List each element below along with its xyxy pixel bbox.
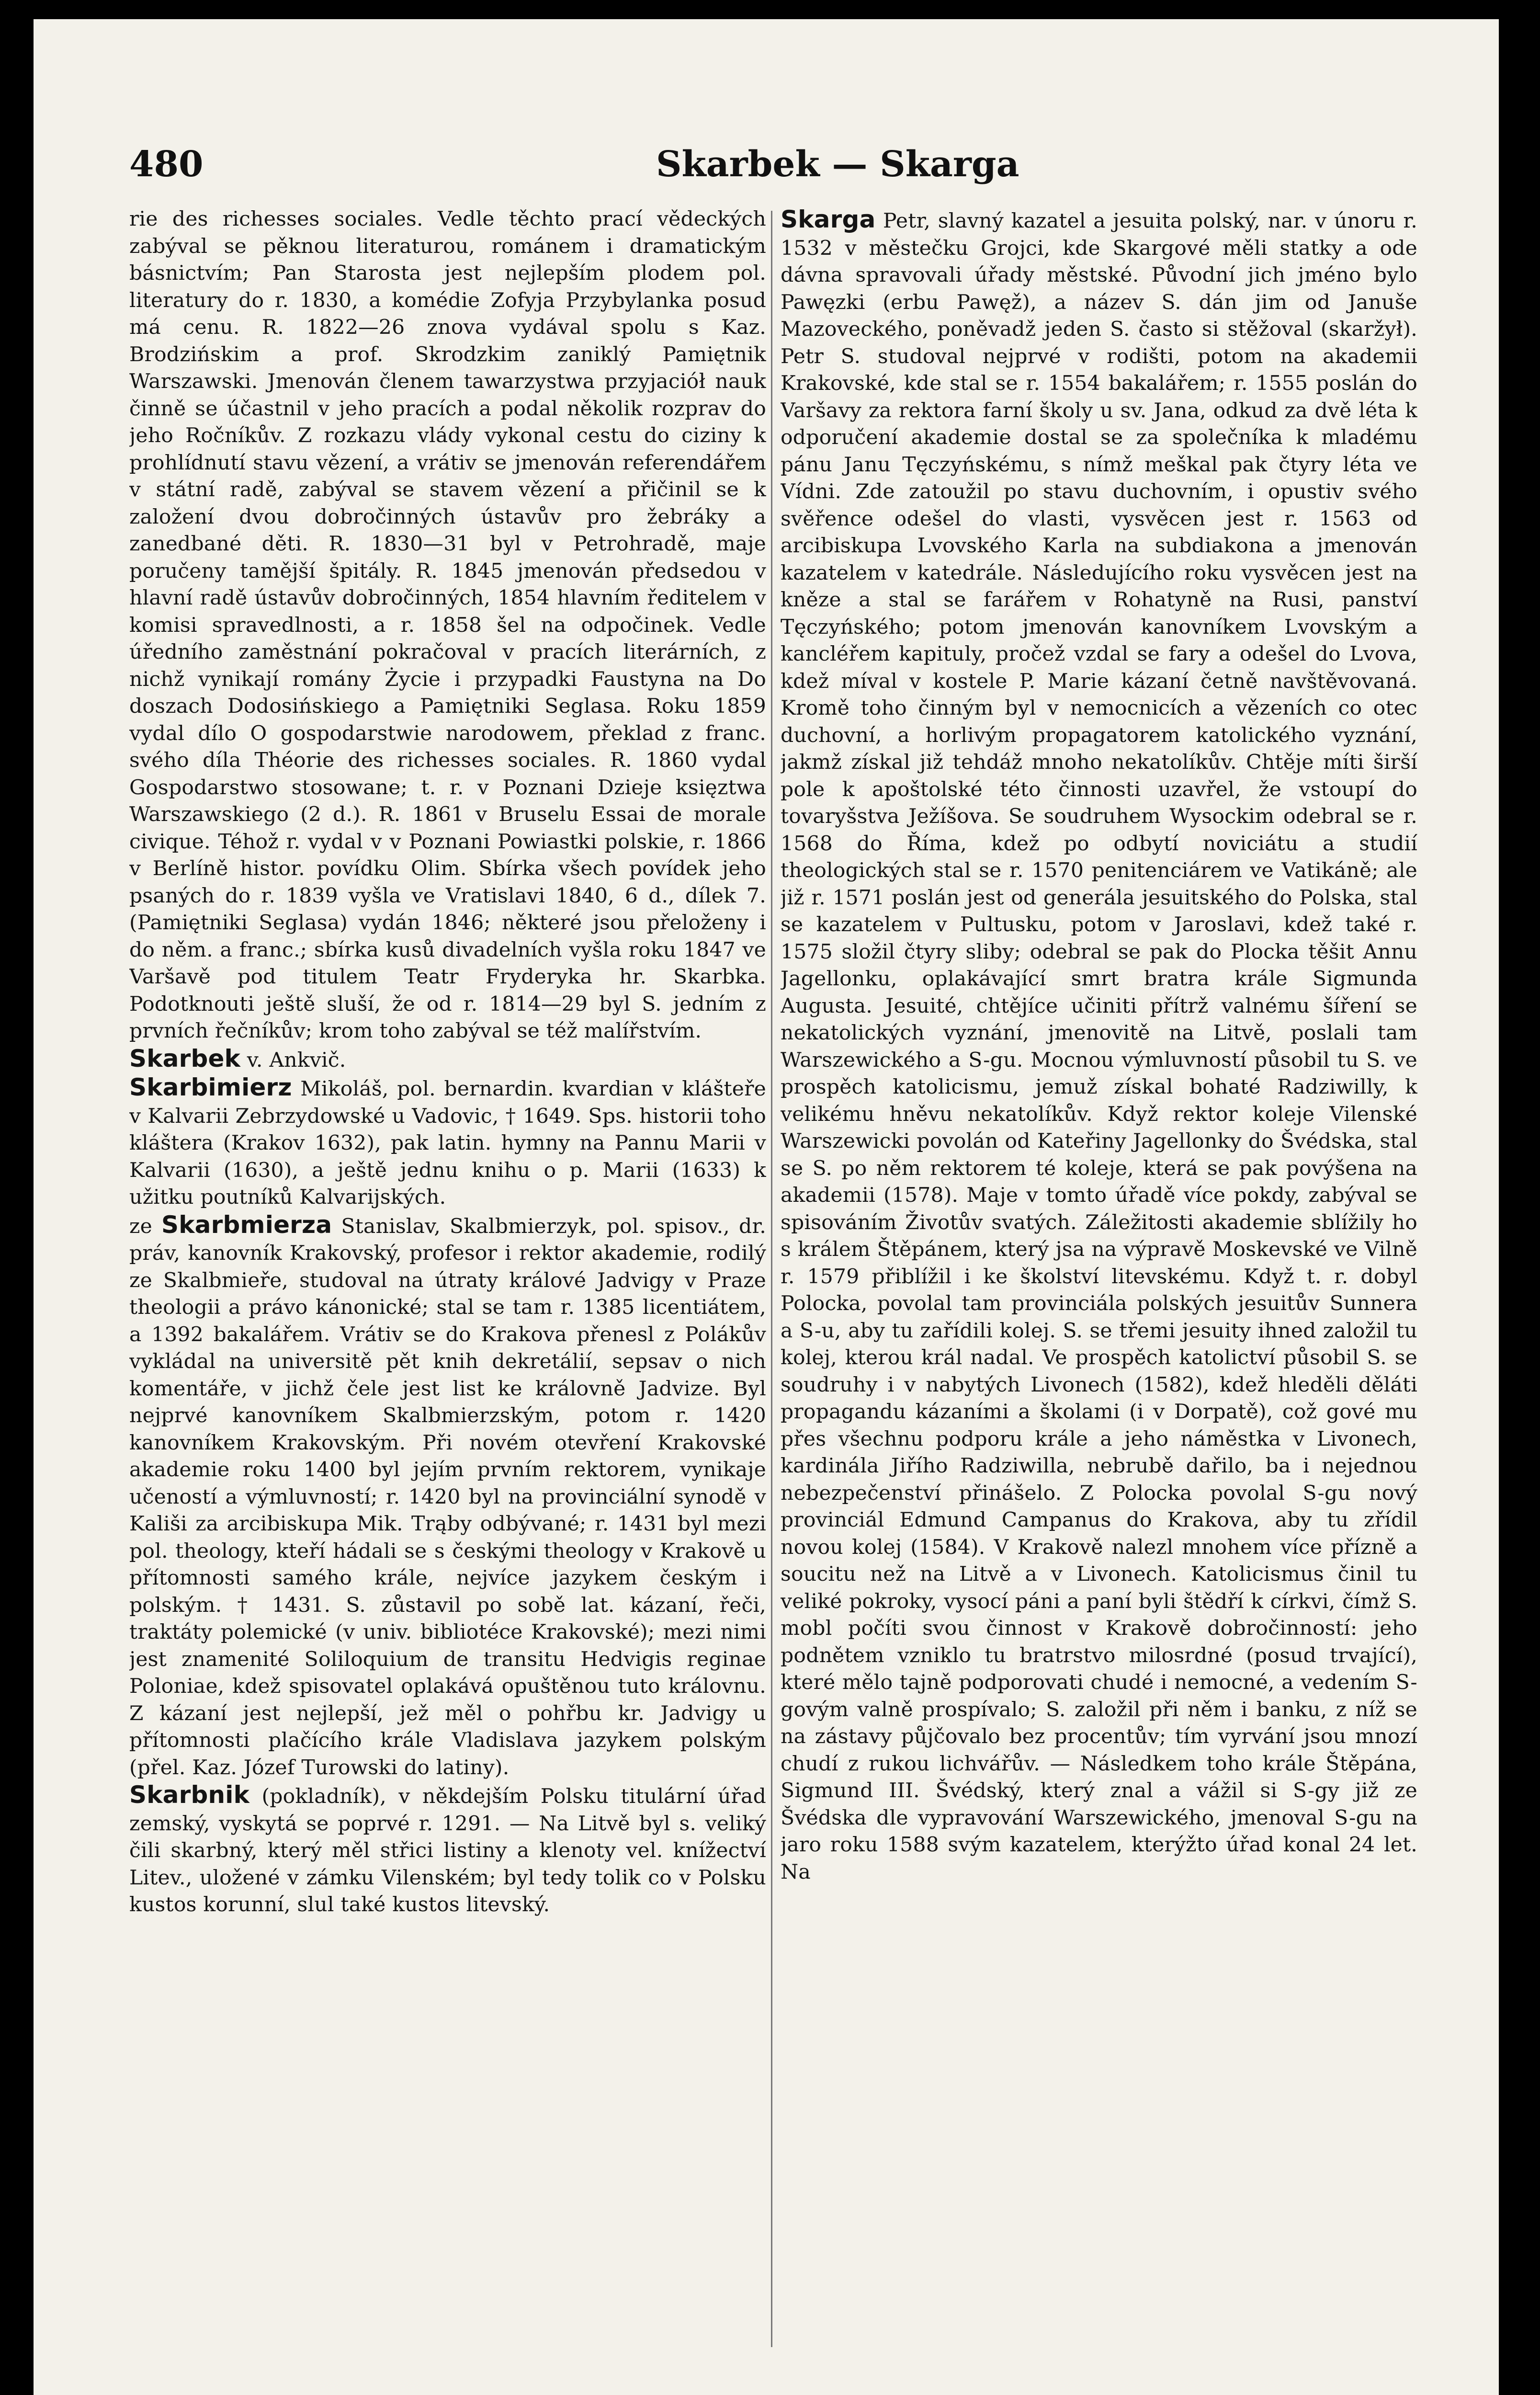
headword-skarbmierza: Skarbmierza [161,1210,332,1239]
entry-skarbek [129,1045,766,1074]
page-header [129,144,1422,196]
running-head: Skarbek — Skarga [656,144,1019,185]
headword-prefix: ze [129,1214,152,1238]
entry-text: Mikoláš, pol. bernardin. kvardian v klášteře v Kalvarii Zebrzydowské u Vadovic, † 1649. Sps. historii toho kláštera (Krakov 1632), pak latin. hymny na Pannu Marii v Kalvarii (1630), a ještě jednu knihu o p. Marii (1633) k užitku poutníků Kalvarijských. [129,1077,766,1209]
right-column [781,206,1417,2395]
entry-text: Petr, slavný kazatel a jesuita polský, nar. v únoru r. 1532 v městečku Grojci, kde Skargové měli statky a ode dávna spravovali úřady městské. Původní jich jméno bylo Pawęzki (erbu Pawęž), a název S. dán jim od Januše Mazoveckého, poněvadž jeden S. často si stěžoval (skaržył). Petr S. studoval nejprvé v rodišti, potom na akademii Krakovské, kde stal se r. 1554 bakalářem; r. 1555 poslán do Varšavy za rektora farní školy u sv. Jana, odkud za dvě léta k odporučení akademie dostal se za společníka k mladému pánu Janu Tęczyńskému, s nímž meškal pak čtyry léta ve Vídni. Zde zatoužil po stavu duchovním, i opustiv svého svěřence odešel do vlasti, vysvěcen jest r. 1563 od arcibiskupa Lvovského Karla na subdiakona a jmenován kazatelem v katedrále. Následujícího roku vysvěcen jest na kněze a stal se farářem v Rohatyně na Rusi, panství Tęczyńského; potom jmenován kanovníkem Lvovským a kancléřem kapituly, pročež vzdal se fary a odešel do Lvova, kdež míval v kostele P. Marie kázaní četně navštěvovaná. Kromě toho činným byl v nemocnicích a vězeních co otec duchovní, a horlivým propagatorem katolického vyznání, jakmž získal již tehdáž mnoho nekatolíkův. Chtěje míti širší pole k apoštolské této činnosti uzavřel, že vstoupí do tovaryšstva Ježíšova. Se soudruhem Wysockim odebral se r. 1568 do Říma, kdež po odbytí noviciátu a studií theologických stal se r. 1570 penitenciárem ve Vatikáně; ale již r. 1571 poslán jest od generála jesuitského do Polska, stal se kazatelem v Pultusku, potom v Jaroslavi, kdež také r. 1575 složil čtyry sliby; odebral se pak do Plocka těšit Annu Jagellonku, oplakávající smrt bratra krále Sigmunda Augusta. Jesuité, chtějíce učiniti přítrž valnému šíření se nekatolických vyznání, jmenovitě na Litvě, poslali tam Warszewického a S-gu. Mocnou výmluvností působil tu S. ve prospěch katolicismu, jemuž získal bohaté Radziwilly, k velikému hněvu nekatolíkův. Když rektor koleje Vilenské Warszewicki povolán od Kateřiny Jagellonky do Švédska, stal se S. po něm rektorem té koleje, která se pak povýšena na akademii (1578). Maje v tomto úřadě více pokdy, zabýval se spisováním Životův svatých. Záležitosti akademie sblížily ho s králem Štěpánem, který jsa na výpravě Moskevské ve Vilně r. 1579 přiblížil i ke školství litevskému. Když t. r. dobyl Polocka, povolal tam provinciála polských jesuitův Sunnera a S-u, aby tu zařídili kolej. S. se třemi jesuity ihned založil tu kolej, kterou král nadal. Ve prospěch katolictví působil S. se soudruhy i v nabytých Livonech (1582), kdež hleděli děláti propagandu kázaními a školami (i v Dorpatě), což gové mu přes všechnu podporu krále a jeho náměstka v Livonech, kardinála Jiřího Radziwilla, nebrubě dařilo, ba i nejednou nebezpečenství přinášelo. Z Polocka povolal S-gu nový provinciál Edmund Campanus do Krakova, aby tu zřídil novou kolej (1584). V Krakově nalezl mnohem více přízně a soucitu než na Litvě a v Livonech. Katolicismus činil tu veliké pokroky, vysocí páni a paní byli štědří k církvi, čímž S. mobl počíti svou činnost v Krakově dobročinností: jeho podnětem vzniklo tu bratrstvo milosrdné (posud trvající), které mělo tajně podporovati chudé i nemocné, a vedením S-govým valně prospívalo; S. založil při něm i banku, z níž se na zástavy půjčovalo bez procentův; tím vyrvání jsou mnozí chudí z rukou lichvářův. — Následkem toho krále Štěpána, Sigmund III. Švédský, který znal a vážil si S-gy již ze Švédska dle vypravování Warszewického, jmenoval S-gu na jaro roku 1588 svým kazatelem, kterýžto úřad konal 24 let. Na [781,209,1417,1884]
entry-skarbnik [129,1781,766,1919]
headword-skarga: Skarga [781,206,876,233]
headword-skarbnik: Skarbnik [129,1781,250,1809]
headword-skarbek: Skarbek [129,1044,241,1072]
entry-skarbek-continuation [129,206,766,1045]
page-number: 480 [129,144,204,185]
entry-text: (pokladník), v někdejším Polsku titulární úřad zemský, vyskytá se poprvé r. 1291. — Na Litvě byl s. veliký čili skarbný, který měl střici listiny a klenoty vel. knížectví Litev., uložené v zámku Vilenském; byl tedy tolik co v Polsku kustos korunní, slul také kustos litevský. [129,1785,766,1916]
entry-text: v. Ankvič. [247,1048,346,1072]
left-column [129,206,766,2395]
entry-skarbmierza [129,1211,766,1782]
entry-text: rie des richesses sociales. Vedle těchto prací vědeckých zabýval se pěknou literaturou, románem i dramatickým básnictvím; Pan Starosta jest nejlepším plodem pol. literatury do r. 1830, a komédie Zofyja Przybylanka posud má cenu. R. 1822—26 znova vydával spolu s Kaz. Brodzińskim a prof. Skrodzkim zaniklý Pamiętnik Warszawski. Jmenován členem tawarzystwa przyjaciół nauk činně se účastnil v jeho pracích a podal několik rozprav do jeho Ročníkův. Z rozkazu vlády vykonal cestu do ciziny k prohlídnutí stavu vězení, a vrátiv se jmenován referendářem v státní radě, zabýval se stavem vězení a přičinil se k založení dvou dobročinných ústavův pro žebráky a zanedbané děti. R. 1830—31 byl v Petrohradě, maje poručeny tamější špitály. R. 1845 jmenován předsedou v hlavní radě ústavův dobročinných, 1854 hlavním ředitelem v komisi spravedlnosti, a r. 1858 šel na odpočinek. Vedle úředního zaměstnání pokračoval v pracích literárních, z nichž vynikají romány Życie i przypadki Faustyna na Do doszach Dodosińskiego a Pamiętniki Seglasa. Roku 1859 vydal dílo O gospodarstwie narodowem, překlad z franc. svého díla Théorie des richesses sociales. R. 1860 vydal Gospodarstwo stosowane; t. r. v Poznani Dzieje księztwa Warszawskiego (2 d.). R. 1861 v Bruselu Essai de morale civique. Téhož r. vydal v v Poznani Powiastki polskie, r. 1866 v Berlíně histor. povídku Olim. Sbírka všech povídek jeho psaných do r. 1839 vyšla ve Vratislavi 1840, 6 d., dílek 7. (Pamiętniki Seglasa) vydán 1846; některé jsou přeloženy i do něm. a franc.; sbírka kusů divadelních vyšla roku 1847 ve Varšavě pod titulem Teatr Fryderyka hr. Skarbka. Podotknouti ještě sluší, že od r. 1814—29 byl S. jedním z prvních řečníkův; krom toho zabýval se též malířstvím. [129,207,766,1043]
entry-skarga [781,206,1417,1886]
page [34,19,1499,2395]
entry-skarbimierz [129,1074,766,1211]
headword-skarbimierz: Skarbimierz [129,1073,292,1101]
column-divider [771,211,772,2347]
entry-text: Stanislav, Skalbmierzyk, pol. spisov., dr. práv, kanovník Krakovský, profesor i rektor akademie, rodilý ze Skalbmieře, studoval na útraty králové Jadvigy v Praze theologii a právo kánonické; stal se tam r. 1385 licentiátem, a 1392 bakalářem. Vrátiv se do Krakova přenesl z Polákův vykládal na universitě pět knih dekretálií, sepsav o nich komentáře, v jichž čele jest list ke královně Jadvize. Byl nejprvé kanovníkem Skalbmierzským, potom r. 1420 kanovníkem Krakovským. Při novém otevření Krakovské akademie roku 1400 byl jejím prvním rektorem, vynikaje učeností a výmluvností; r. 1420 byl na provinciální synodě v Kališi za arcibiskupa Mik. Trąby odbývané; r. 1431 byl mezi pol. theology, kteří hádali se s českými theology v Krakově u přítomnosti samého krále, nejvíce jazykem českým i polským. † 1431. S. zůstavil po sobě lat. kázaní, řeči, traktáty polemické (v univ. bibliotéce Krakovské); mezi nimi jest znamenité Soliloquium de transitu Hedvigis reginae Poloniae, kdež spisovatel oplakává opuštěnou tuto královnu. Z kázaní jest nejlepší, jež měl o pohřbu kr. Jadvigy u přítomnosti plačícího krále Vladislava jazykem polským (přel. Kaz. Józef Turowski do latiny). [129,1214,766,1779]
